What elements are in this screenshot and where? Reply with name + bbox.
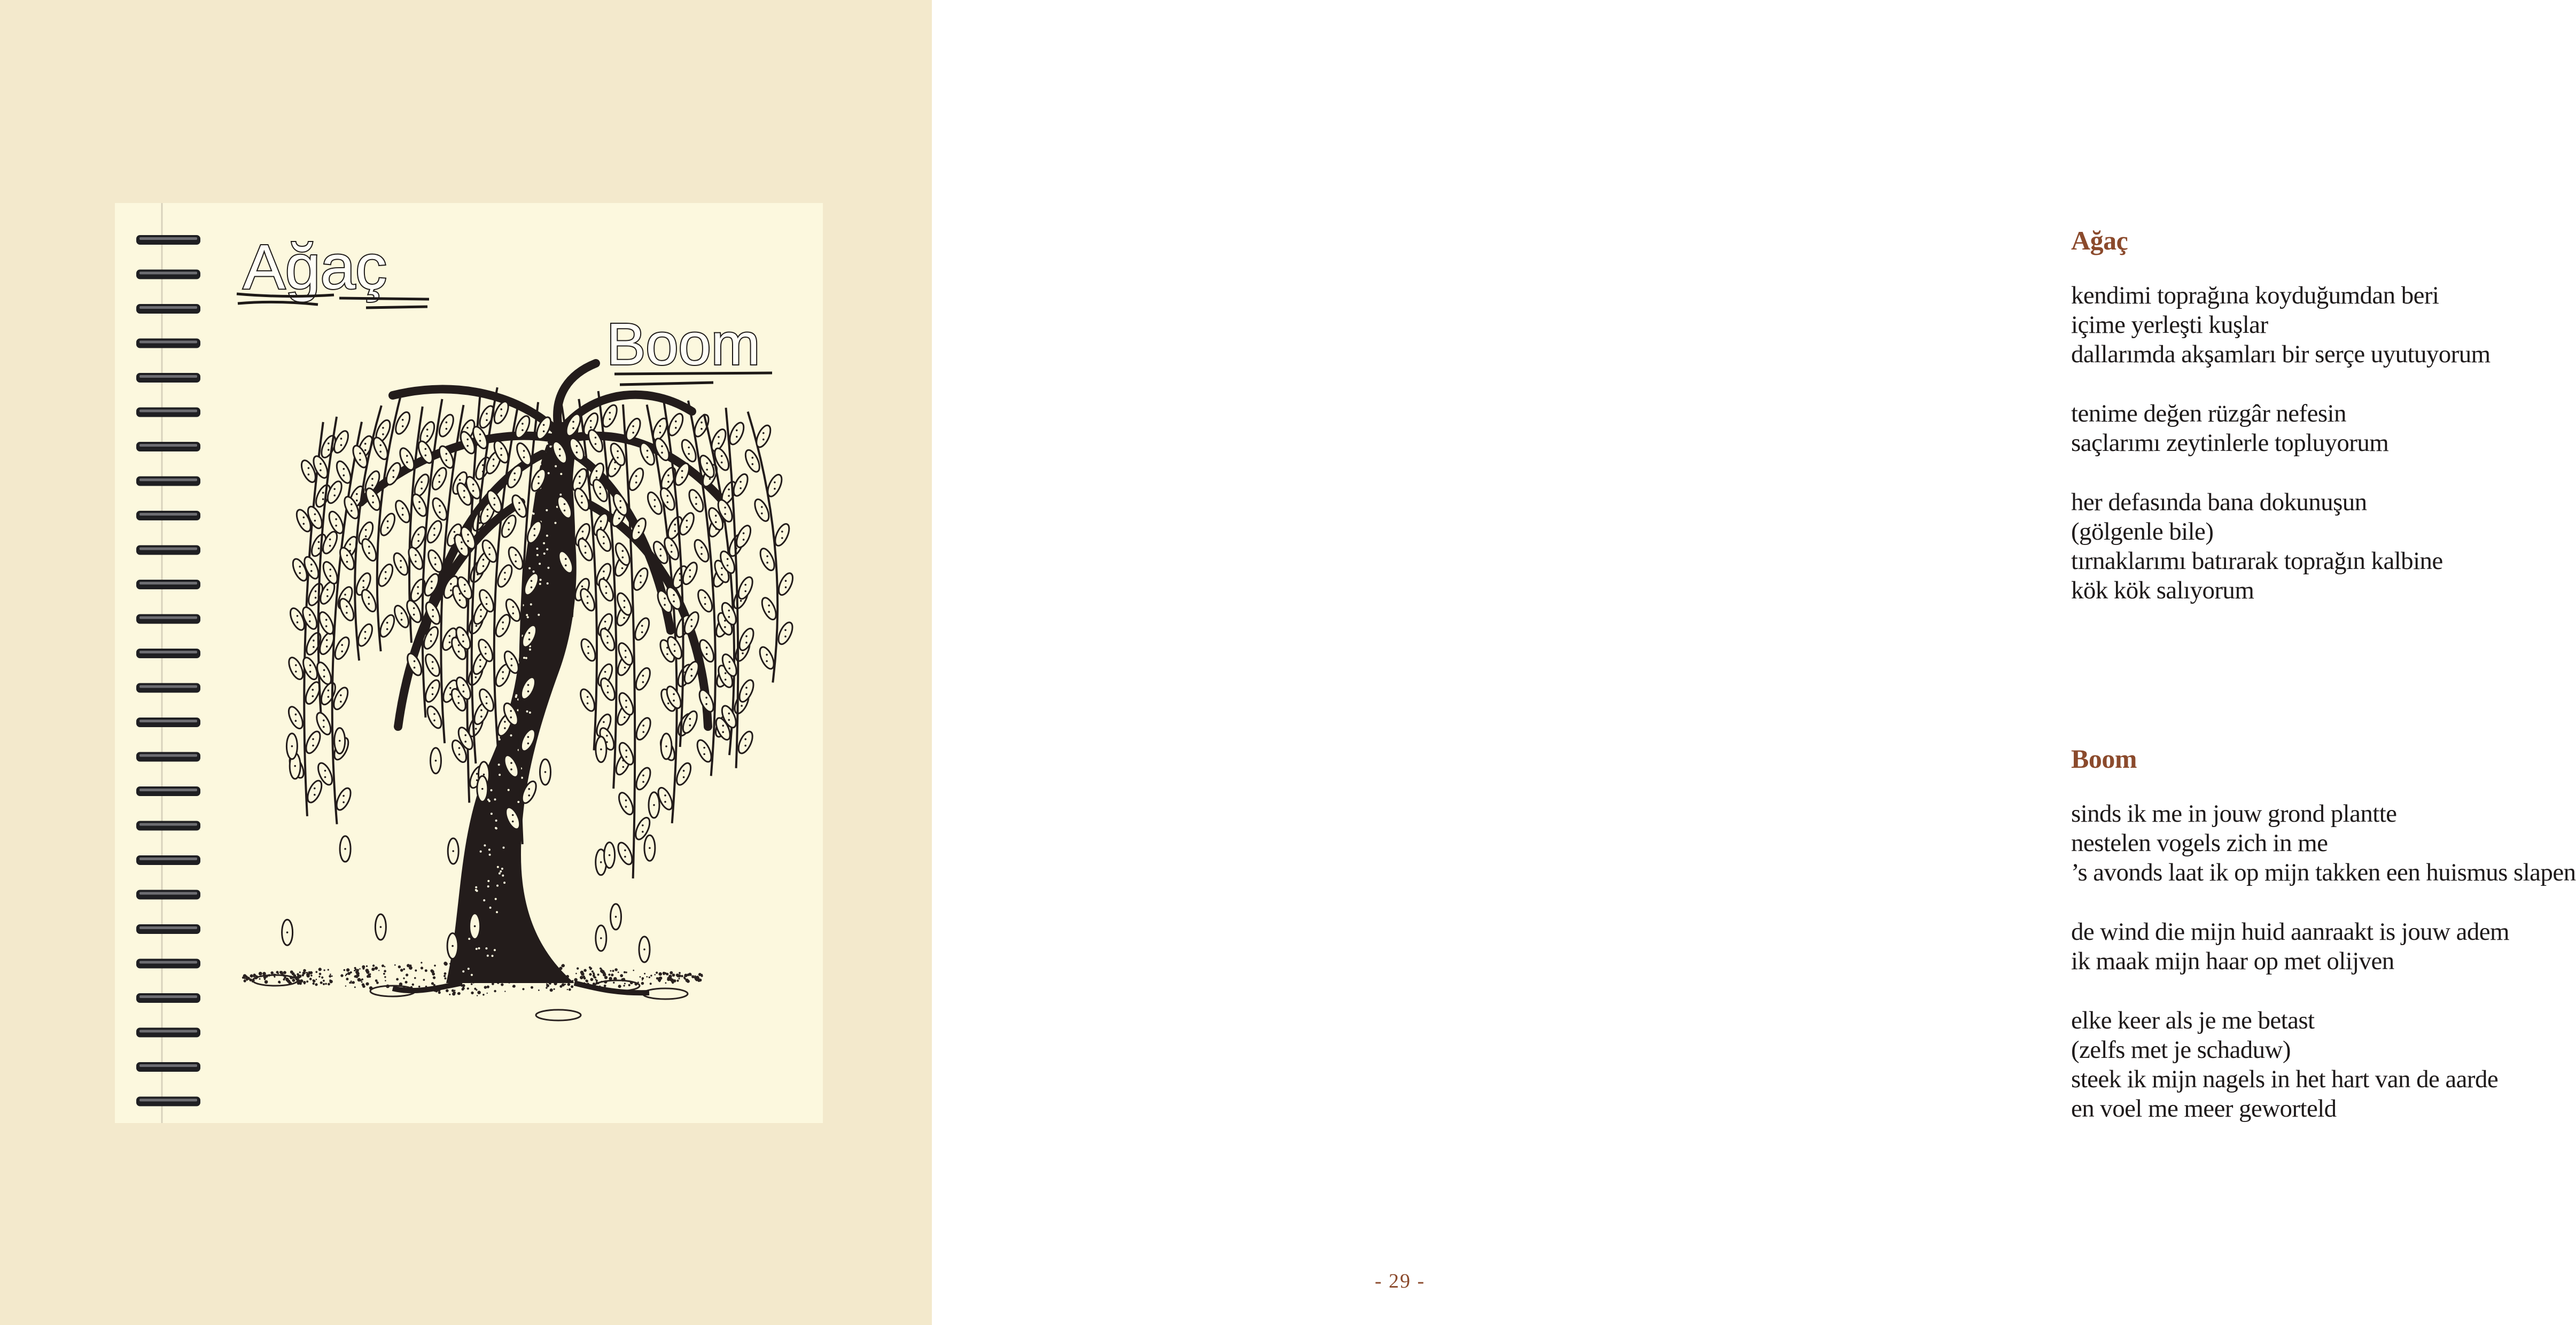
poem-line: her defasında bana dokunuşun bbox=[2071, 488, 2367, 516]
stanza bbox=[2071, 1006, 2576, 1124]
poem-line: saçlarımı zeytinlerle topluyorum bbox=[2071, 429, 2389, 457]
poem-turkish bbox=[2071, 224, 2491, 635]
poem-line: (gölgenle bile) bbox=[2071, 518, 2214, 545]
stanza bbox=[2071, 488, 2491, 605]
poem-dutch bbox=[2071, 743, 2576, 1153]
poem-line: nestelen vogels zich in me bbox=[2071, 829, 2328, 857]
sketch-title-dutch: Boom bbox=[606, 311, 760, 377]
page-number: - 29 - bbox=[1374, 1270, 1426, 1292]
poem-line: (zelfs met je schaduw) bbox=[2071, 1036, 2291, 1064]
poem-title: Ağaç bbox=[2071, 225, 2128, 255]
poem-line: tenime değen rüzgâr nefesin bbox=[2071, 400, 2346, 427]
stanza bbox=[2071, 917, 2576, 976]
left-page bbox=[0, 0, 932, 1325]
poem-line: sinds ik me in jouw grond plantte bbox=[2071, 800, 2397, 828]
poem-line: içime yerleşti kuşlar bbox=[2071, 311, 2268, 339]
poem-line: kendimi toprağına koyduğumdan beri bbox=[2071, 282, 2439, 309]
stanza bbox=[2071, 281, 2491, 369]
poem-line: steek ik mijn nagels in het hart van de aarde bbox=[2071, 1065, 2499, 1093]
right-page bbox=[932, 0, 2576, 1325]
poem-line: kök kök salıyorum bbox=[2071, 576, 2254, 604]
poem-line: ’s avonds laat ik op mijn takken een huismus slapen bbox=[2071, 859, 2576, 886]
poem-line: dallarımda akşamları bir serçe uyutuyorum bbox=[2071, 340, 2491, 368]
poem-line: en voel me meer geworteld bbox=[2071, 1095, 2337, 1123]
poem-line: ik maak mijn haar op met olijven bbox=[2071, 947, 2394, 975]
poem-title: Boom bbox=[2071, 744, 2137, 774]
stanza bbox=[2071, 399, 2491, 458]
stanza bbox=[2071, 799, 2576, 887]
sketch-title-turkish: Ağaç bbox=[243, 232, 387, 302]
poem-line: tırnaklarımı batırarak toprağın kalbine bbox=[2071, 547, 2443, 575]
poem-line: de wind die mijn huid aanraakt is jouw adem bbox=[2071, 918, 2509, 946]
willow-tree-icon bbox=[115, 203, 823, 1123]
sketchbook-illustration bbox=[115, 203, 823, 1123]
poem-line: elke keer als je me betast bbox=[2071, 1007, 2315, 1034]
